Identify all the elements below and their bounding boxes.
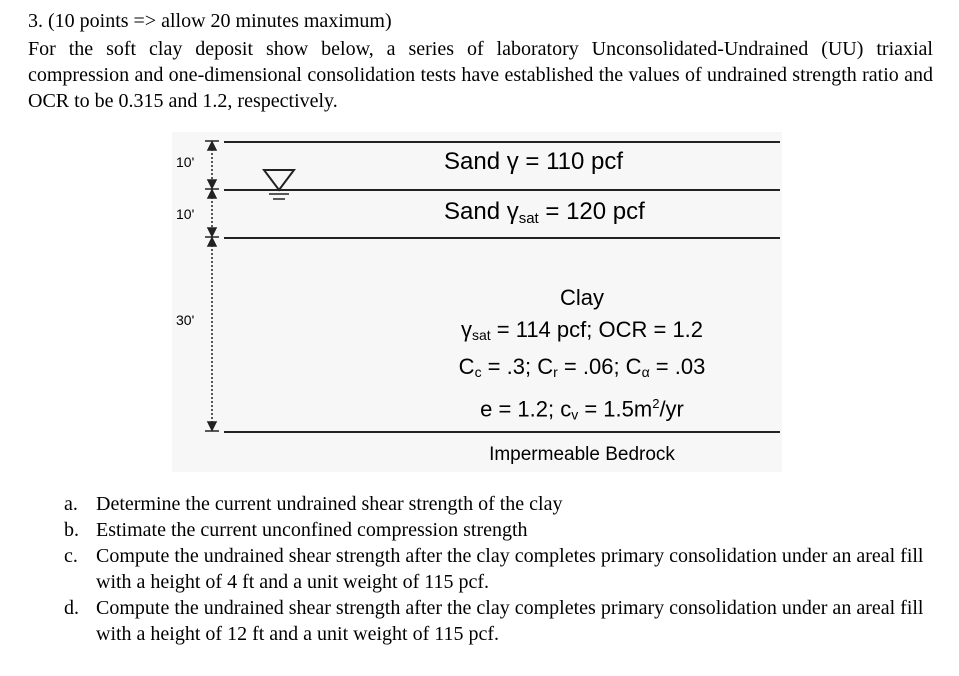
ground-surface-line: [224, 141, 780, 143]
problem-statement: For the soft clay deposit show below, a series of laboratory Unconsolidated-Undrained (UU) triaxial compression and one-dimensional consolidation tests have established the values of undrained strength ratio and OCR to be 0.315 and 1.2, respectively.: [28, 38, 933, 112]
depth-label-layer1: 10': [176, 154, 195, 170]
question-letter: c.: [64, 545, 78, 567]
clay-unit-weight: γsat = 114 pcf; OCR = 1.2: [460, 317, 704, 343]
question-text: Determine the current undrained shear strength of the clay: [96, 493, 563, 515]
sand-2-gamma: γ: [506, 198, 519, 225]
list-item: [64, 543, 934, 595]
question-letter: a.: [64, 493, 78, 515]
question-header: 3. (10 points => allow 20 minutes maximum): [28, 10, 392, 32]
clay-void-ratio-cv: e = 1.2; cv = $1.5m^2/yr$: [480, 396, 684, 423]
depth-label-layer2: 10': [176, 206, 195, 222]
list-item: [64, 595, 934, 647]
sand-2-name: Sand: [444, 198, 507, 225]
sand-layer-2-label: [444, 198, 645, 227]
sand-2-gamma-sub: sat: [518, 210, 539, 227]
sand-2-value: = 120 pcf: [538, 198, 645, 225]
question-text: Estimate the current unconfined compression strength: [96, 519, 528, 541]
question-letter: b.: [64, 519, 79, 541]
list-item: [64, 491, 934, 517]
clay-compression-indices: Cc = .3; Cr = .06; Cα = .03: [458, 354, 706, 380]
question-list: [64, 491, 934, 647]
clay-properties: [459, 282, 706, 430]
list-item: [64, 517, 934, 543]
bedrock-label: Impermeable Bedrock: [489, 444, 675, 465]
sand-boundary-line: [224, 189, 780, 191]
water-table-icon: [260, 168, 300, 208]
sand-1-value: = 110 pcf: [518, 148, 624, 175]
sand-1-name: Sand: [444, 148, 507, 175]
clay-top-line: [224, 237, 780, 239]
clay-title: Clay: [559, 285, 605, 310]
sand-1-gamma: γ: [506, 148, 519, 175]
question-text: Compute the undrained shear strength after the clay completes primary consolidation under an areal fill with a height of 4 ft and a unit weight of 115 pcf.: [96, 545, 924, 593]
dimension-arrows: [172, 132, 232, 472]
question-letter: d.: [64, 597, 79, 619]
sand-layer-1-label: [444, 148, 623, 176]
question-text: Compute the undrained shear strength after the clay completes primary consolidation under an areal fill with a height of 12 ft and a unit weight of 115 pcf.: [96, 597, 924, 645]
soil-profile-figure: [172, 132, 782, 472]
depth-label-layer3: 30': [176, 312, 195, 328]
bedrock-line: [224, 431, 780, 433]
